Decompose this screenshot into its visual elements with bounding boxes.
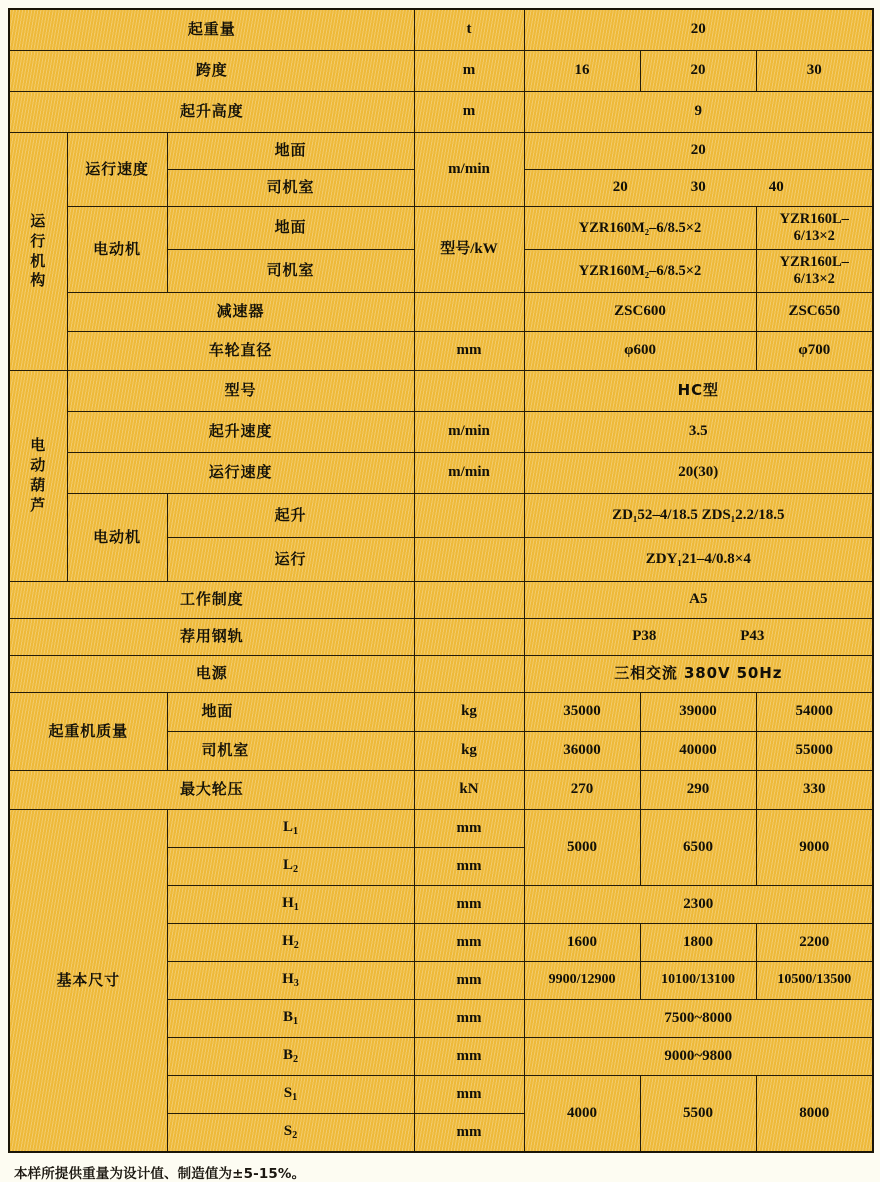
row-value-lift-capacity: 20 [524, 9, 873, 51]
row-sublabel-hoist-motor-lift: 起升 [167, 494, 414, 538]
row-unit-lift-height: m [414, 92, 524, 133]
row-value-crane-mass-ground-2: 39000 [640, 693, 756, 732]
row-unit-hoist-motor-travel [414, 538, 524, 582]
table-row-reducer [9, 293, 873, 332]
row-value-hoist-motor-lift: ZD₁52–4/18.5 ZDS₁2.2/18.5 [524, 494, 873, 538]
row-value-span-20: 20 [640, 51, 756, 92]
row-value-crane-mass-cab-1: 36000 [524, 732, 640, 771]
row-sublabel-travel-motor-cab: 司机室 [167, 250, 414, 293]
row-value-dim-L-3: 9000 [756, 810, 873, 886]
row-unit-power [414, 656, 524, 693]
row-sublabel-crane-mass-cab: 司机室 [167, 732, 414, 771]
group-label-travel-mechanism-stack: 运 行 机 构 [30, 211, 47, 290]
row-value-max-wheel-load-3: 330 [756, 771, 873, 810]
row-value-dim-B2: 9000~9800 [524, 1038, 873, 1076]
row-value-travel-speed-ground: 20 [524, 133, 873, 170]
row-value-travel-motor-ground-2: YZR160L–6/13×2 [756, 207, 873, 250]
row-value-rail [524, 619, 873, 656]
table-row-max-wheel-load [9, 771, 873, 810]
row-value-lift-height: 9 [524, 92, 873, 133]
row-value-dim-H2-1: 1600 [524, 924, 640, 962]
footnote: 本样所提供重量为设计值、制造值为±5-15%。 [14, 1166, 306, 1182]
row-value-dim-H2-3: 2200 [756, 924, 873, 962]
table-row-hoist-lift-speed [9, 412, 873, 453]
row-sublabel-hoist-motor-travel: 运行 [167, 538, 414, 582]
row-value-max-wheel-load-1: 270 [524, 771, 640, 810]
row-unit-dim-L1: mm [414, 810, 524, 848]
group-label-electric-hoist-stack: 电 动 葫 芦 [30, 436, 47, 514]
table-row-span [9, 51, 873, 92]
row-sublabel-travel-motor-ground: 地面 [167, 207, 414, 250]
row-label-dim-L2: $L_2$ [167, 848, 414, 886]
table-row-lift-height [9, 92, 873, 133]
table-row-hoist-motor-lift [9, 494, 873, 538]
table-row-power [9, 656, 873, 693]
row-label-dim-L1: $L_1$ [167, 810, 414, 848]
row-sublabel-travel-speed-cab: 司机室 [167, 170, 414, 207]
row-value-wheel-diameter-2: φ700 [756, 332, 873, 371]
row-unit-max-wheel-load: kN [414, 771, 524, 810]
row-label-dim-H3: $H_3$ [167, 962, 414, 1000]
row-unit-dim-L2: mm [414, 848, 524, 886]
row-value-dim-H3-1: 9900/12900 [524, 962, 640, 1000]
row-label-dim-S2: $S_2$ [167, 1114, 414, 1153]
row-unit-crane-mass-cab: kg [414, 732, 524, 771]
row-label-hoist-travel-speed: 运行速度 [67, 453, 414, 494]
table-row-hoist-model [9, 371, 873, 412]
row-label-travel-motor: 电动机 [67, 207, 167, 293]
row-value-power: 三相交流 380V 50Hz [524, 656, 873, 693]
row-unit-dim-H1: mm [414, 886, 524, 924]
group-label-electric-hoist [9, 371, 67, 582]
row-unit-lift-capacity: t [414, 9, 524, 51]
row-label-hoist-motor: 电动机 [67, 494, 167, 582]
row-label-dim-H1: $H_1$ [167, 886, 414, 924]
row-value-hoist-travel-speed: 20(30) [524, 453, 873, 494]
row-label-max-wheel-load: 最大轮压 [9, 771, 414, 810]
travel-speed-cab-values: 20 30 40 [612, 179, 784, 196]
row-unit-dim-B1: mm [414, 1000, 524, 1038]
crane-specification-table [8, 8, 874, 1153]
rail-values: P38 P43 [632, 628, 765, 645]
table-row-travel-motor-ground [9, 207, 873, 250]
row-value-dim-H1: 2300 [524, 886, 873, 924]
row-value-max-wheel-load-2: 290 [640, 771, 756, 810]
row-unit-travel-speed: m/min [414, 133, 524, 207]
row-unit-dim-H3: mm [414, 962, 524, 1000]
row-unit-dim-S1: mm [414, 1076, 524, 1114]
row-value-dim-S-2: 5500 [640, 1076, 756, 1153]
table-row-work-duty [9, 582, 873, 619]
row-value-dim-H3-3: 10500/13500 [756, 962, 873, 1000]
row-unit-crane-mass-ground: kg [414, 693, 524, 732]
row-unit-work-duty [414, 582, 524, 619]
row-value-travel-motor-cab-1: YZR160M₂–6/8.5×2 [524, 250, 756, 293]
table-row-travel-speed-ground [9, 133, 873, 170]
row-sublabel-crane-mass-ground: 地面 [167, 693, 414, 732]
row-label-reducer: 减速器 [67, 293, 414, 332]
row-value-wheel-diameter-1: φ600 [524, 332, 756, 371]
row-unit-reducer [414, 293, 524, 332]
row-unit-hoist-model [414, 371, 524, 412]
row-label-dim-B2: $B_2$ [167, 1038, 414, 1076]
row-value-span-16: 16 [524, 51, 640, 92]
row-unit-dim-B2: mm [414, 1038, 524, 1076]
row-label-hoist-lift-speed: 起升速度 [67, 412, 414, 453]
row-value-crane-mass-ground-1: 35000 [524, 693, 640, 732]
row-value-dim-L-1: 5000 [524, 810, 640, 886]
row-label-wheel-diameter: 车轮直径 [67, 332, 414, 371]
row-unit-rail [414, 619, 524, 656]
row-value-dim-S-1: 4000 [524, 1076, 640, 1153]
row-unit-hoist-travel-speed: m/min [414, 453, 524, 494]
row-unit-hoist-lift-speed: m/min [414, 412, 524, 453]
row-label-rail: 荐用钢轨 [9, 619, 414, 656]
table-row-crane-mass-ground [9, 693, 873, 732]
row-label-dim-H2: $H_2$ [167, 924, 414, 962]
row-value-crane-mass-cab-3: 55000 [756, 732, 873, 771]
row-value-dim-H2-2: 1800 [640, 924, 756, 962]
row-label-dim-B1: $B_1$ [167, 1000, 414, 1038]
group-label-basic-dimensions: 基本尺寸 [9, 810, 167, 1153]
row-label-lift-height: 起升高度 [9, 92, 414, 133]
table-row-lift-capacity [9, 9, 873, 51]
row-label-hoist-model: 型号 [67, 371, 414, 412]
row-value-crane-mass-ground-3: 54000 [756, 693, 873, 732]
row-value-travel-motor-cab-2: YZR160L–6/13×2 [756, 250, 873, 293]
row-value-reducer-2: ZSC650 [756, 293, 873, 332]
row-value-hoist-lift-speed: 3.5 [524, 412, 873, 453]
row-value-travel-speed-cab [524, 170, 873, 207]
row-value-dim-S-3: 8000 [756, 1076, 873, 1153]
row-label-travel-speed: 运行速度 [67, 133, 167, 207]
row-label-dim-S1: $S_1$ [167, 1076, 414, 1114]
row-unit-span: m [414, 51, 524, 92]
table-row-hoist-travel-speed [9, 453, 873, 494]
table-row-dim-L1 [9, 810, 873, 848]
row-value-hoist-motor-travel: ZDY₁21–4/0.8×4 [524, 538, 873, 582]
row-unit-travel-motor: 型号/kW [414, 207, 524, 293]
row-unit-dim-H2: mm [414, 924, 524, 962]
row-label-power: 电源 [9, 656, 414, 693]
row-value-work-duty: A5 [524, 582, 873, 619]
table-row-wheel-diameter [9, 332, 873, 371]
row-unit-wheel-diameter: mm [414, 332, 524, 371]
row-value-reducer-1: ZSC600 [524, 293, 756, 332]
row-unit-hoist-motor-lift [414, 494, 524, 538]
row-label-lift-capacity: 起重量 [9, 9, 414, 51]
row-value-dim-L-2: 6500 [640, 810, 756, 886]
row-unit-dim-S2: mm [414, 1114, 524, 1153]
table-row-rail [9, 619, 873, 656]
row-label-work-duty: 工作制度 [9, 582, 414, 619]
row-value-span-30: 30 [756, 51, 873, 92]
row-value-crane-mass-cab-2: 40000 [640, 732, 756, 771]
row-value-dim-B1: 7500~8000 [524, 1000, 873, 1038]
row-label-crane-mass: 起重机质量 [9, 693, 167, 771]
row-value-travel-motor-ground-1: YZR160M₂–6/8.5×2 [524, 207, 756, 250]
group-label-travel-mechanism [9, 133, 67, 371]
row-value-dim-H3-2: 10100/13100 [640, 962, 756, 1000]
row-value-hoist-model: HC型 [524, 371, 873, 412]
row-label-span: 跨度 [9, 51, 414, 92]
row-sublabel-travel-speed-ground: 地面 [167, 133, 414, 170]
